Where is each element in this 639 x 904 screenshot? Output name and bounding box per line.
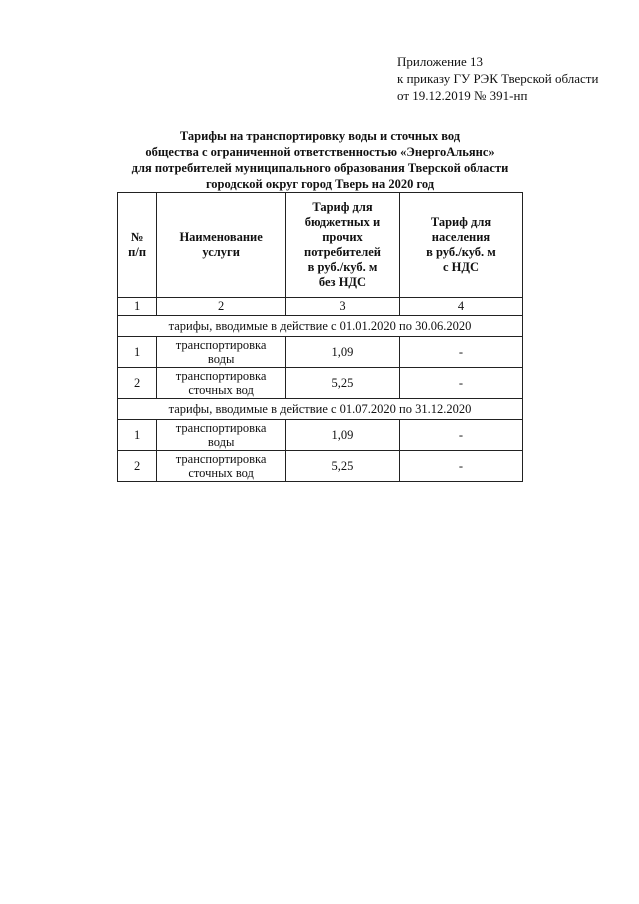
- title-line: общества с ограниченной ответственностью «ЭнергоАльянс»: [145, 145, 495, 159]
- appendix-block: [397, 53, 598, 104]
- table-row: [118, 337, 523, 368]
- row-number: 1: [118, 420, 157, 451]
- column-index: 3: [286, 298, 400, 316]
- population-tariff: -: [399, 368, 522, 399]
- tariff-table: [117, 192, 523, 482]
- population-tariff: -: [399, 420, 522, 451]
- budget-tariff: 1,09: [286, 337, 400, 368]
- population-tariff: -: [399, 451, 522, 482]
- row-number: 1: [118, 337, 157, 368]
- service-name: транспортировка воды: [157, 420, 286, 451]
- column-index: 1: [118, 298, 157, 316]
- service-name: транспортировка сточных вод: [157, 368, 286, 399]
- table-row: [118, 420, 523, 451]
- column-index: 2: [157, 298, 286, 316]
- budget-tariff: 5,25: [286, 451, 400, 482]
- budget-tariff: 1,09: [286, 420, 400, 451]
- service-name: транспортировка сточных вод: [157, 451, 286, 482]
- row-number: 2: [118, 368, 157, 399]
- population-tariff: -: [399, 337, 522, 368]
- column-index: 4: [399, 298, 522, 316]
- table-header-row: [118, 193, 523, 298]
- row-number: 2: [118, 451, 157, 482]
- column-index-row: [118, 298, 523, 316]
- table-row: [118, 451, 523, 482]
- table-row: [118, 368, 523, 399]
- title-line: для потребителей муниципального образования Тверской области: [131, 161, 509, 175]
- header-budget-tariff: Тариф для бюджетных и прочих потребителей в руб./куб. м без НДС: [286, 193, 400, 298]
- document-title: [100, 128, 540, 192]
- appendix-line: от 19.12.2019 № 391-нп: [397, 88, 528, 103]
- service-name: транспортировка воды: [157, 337, 286, 368]
- appendix-line: к приказу ГУ РЭК Тверской области: [397, 71, 599, 86]
- title-line: Тарифы на транспортировку воды и сточных вод: [179, 129, 461, 143]
- title-line: городской округ город Тверь на 2020 год: [205, 177, 435, 191]
- header-service-name: Наименование услуги: [157, 193, 286, 298]
- budget-tariff: 5,25: [286, 368, 400, 399]
- header-number: № п/п: [118, 193, 157, 298]
- period-label: тарифы, вводимые в действие с 01.01.2020 по 30.06.2020: [118, 316, 523, 337]
- period-row: [118, 399, 523, 420]
- period-label: тарифы, вводимые в действие с 01.07.2020 по 31.12.2020: [118, 399, 523, 420]
- header-population-tariff: Тариф для населения в руб./куб. м с НДС: [399, 193, 522, 298]
- appendix-line: Приложение 13: [397, 54, 484, 69]
- period-row: [118, 316, 523, 337]
